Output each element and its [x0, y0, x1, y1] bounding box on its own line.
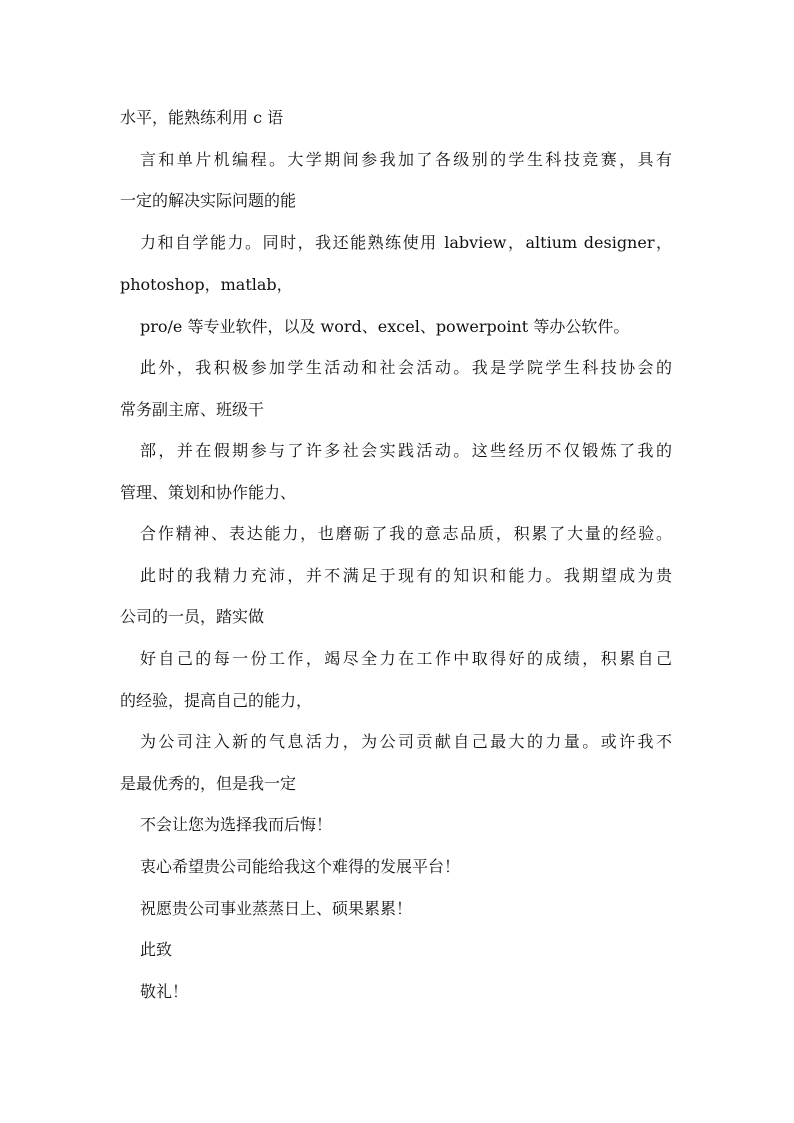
text-line-7: 此外，我积极参加学生活动和社会活动。我是学院学生科技协会的: [140, 358, 672, 377]
text-line-16: 为公司注入新的气息活力，为公司贡献自己最大的力量。或许我不: [140, 732, 672, 751]
text-line-2: 言和单片机编程。大学期间参我加了各级别的学生科技竞赛，具有: [140, 150, 672, 169]
text-line-17: 是最优秀的，但是我一定: [120, 774, 297, 793]
text-line-20: 祝愿贵公司事业蒸蒸日上、硕果累累！: [140, 899, 413, 918]
text-line-22: 敬礼！: [140, 982, 189, 1001]
text-line-19: 衷心希望贵公司能给我这个难得的发展平台！: [140, 857, 461, 876]
text-line-14: 好自己的每一份工作，竭尽全力在工作中取得好的成绩，积累自己: [140, 649, 672, 668]
text-line-21: 此致: [140, 940, 173, 959]
text-line-3: 一定的解决实际问题的能: [120, 191, 297, 210]
text-line-10: 管理、策划和协作能力、: [120, 483, 297, 502]
text-line-15: 的经验，提高自己的能力，: [120, 691, 313, 710]
text-line-11: 合作精神、表达能力，也磨砺了我的意志品质，积累了大量的经验。: [140, 524, 672, 543]
text-line-8: 常务副主席、班级干: [120, 400, 265, 419]
text-line-1: 水平，能熟练利用 c 语: [120, 108, 284, 127]
text-line-18: 不会让您为选择我而后悔！: [140, 815, 333, 834]
text-line-13: 公司的一员，踏实做: [120, 607, 265, 626]
text-line-4: 力和自学能力。同时，我还能熟练使用 labview，altium designer，: [140, 233, 672, 252]
text-line-5: photoshop，matlab，: [120, 275, 293, 294]
text-line-12: 此时的我精力充沛，并不满足于现有的知识和能力。我期望成为贵: [140, 566, 672, 585]
text-line-9: 部，并在假期参与了许多社会实践活动。这些经历不仅锻炼了我的: [140, 441, 672, 460]
text-line-6: pro/e 等专业软件，以及 word、excel、powerpoint 等办公软件。: [140, 317, 630, 336]
